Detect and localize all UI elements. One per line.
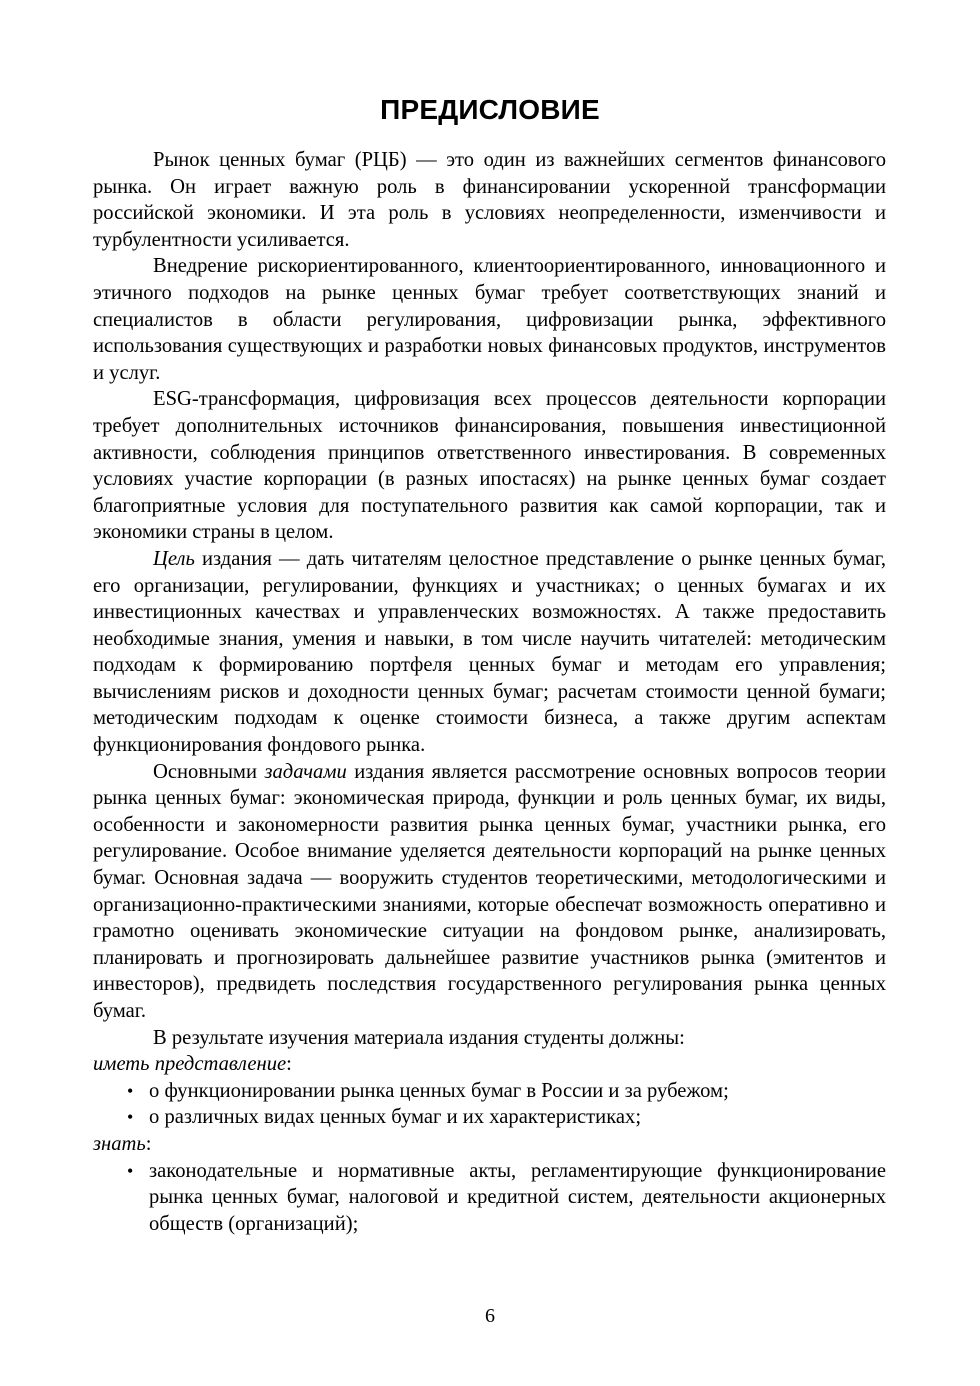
know-label: знать (93, 1132, 146, 1155)
know-list (93, 1158, 886, 1238)
paragraph-tasks (93, 759, 886, 1025)
list-item-text: о функционировании рынка ценных бумаг в России и за рубежом; (149, 1079, 729, 1102)
have-idea-list (93, 1078, 886, 1131)
goal-text: издания — дать читателям целостное представление о рынке ценных бумаг, его организации, регулировании, функциях и участниках; о ценных бумагах и их инвестиционных качествах и управленческих возможностях. А также предоставить необходимые знания, умения и навыки, в том числе научить читателей: методическим подходам к формированию портфеля ценных бумаг и методам его управления; вычислениям рисков и доходности ценных бумаг; расчетам стоимости ценной бумаги; методическим подходам к оценке стоимости бизнеса, а также другим аспектам функционирования фондового рынка. (93, 547, 886, 757)
paragraph-esg: ESG-трансформация, цифровизация всех процессов деятельности корпорации требует дополнительных источников финансирования, повышения инвестиционной активности, соблюдения принципов ответственного инвестирования. В современных условиях участие корпорации (в разных ипостасях) на рынке ценных бумаг создает благоприятные условия для поступательного развития как самой корпорации, так и экономики страны в целом. (93, 388, 886, 544)
list-item (127, 1104, 886, 1131)
bullet-icon: • (127, 1080, 134, 1101)
list-item (127, 1078, 886, 1105)
paragraph-approaches: Внедрение рискориентированного, клиентоориентированного, инновационного и этичного подходов на рынке ценных бумаг требует соответствующих знаний и специалистов в области регулирования, цифровизации рынка, эффективного использования существующих и разработки новых финансовых продуктов, инструментов и услуг. (93, 255, 886, 384)
page-body (93, 147, 886, 1237)
have-idea-colon: : (286, 1053, 292, 1076)
tasks-lead: Основными (153, 760, 265, 783)
page-title: ПРЕДИСЛОВИЕ (380, 94, 600, 125)
paragraph-goal (93, 546, 886, 759)
paragraph-intro: Рынок ценных бумаг (РЦБ) — это один из важнейших сегментов финансового рынка. Он играет важную роль в финансировании ускоренной трансформации российской экономики. И эта роль в условиях неопределенности, изменчивости и турбулентности усиливается. (93, 149, 886, 251)
page-number: 6 (485, 1305, 495, 1327)
bullet-icon: • (127, 1160, 134, 1181)
paragraph-results: В результате изучения материала издания студенты должны: (153, 1026, 685, 1049)
list-item-text: законодательные и нормативные акты, регламентирующие функционирование рынка ценных бумаг, налоговой и кредитной систем, деятельности акционерных обществ (организаций); (149, 1159, 886, 1235)
section-label-have-idea (93, 1051, 886, 1078)
list-item-text: о различных видах ценных бумаг и их характеристиках; (149, 1106, 642, 1129)
have-idea-label: иметь представление (93, 1053, 287, 1076)
tasks-emphasis: задачами (264, 760, 347, 783)
know-colon: : (145, 1132, 152, 1155)
bullet-icon: • (127, 1107, 134, 1128)
goal-emphasis: Цель (153, 547, 195, 570)
section-label-know (93, 1131, 886, 1158)
tasks-text: издания является рассмотрение основных вопросов теории рынка ценных бумаг: экономическая природа, функции и роль ценных бумаг, их виды, особенности и закономерности развития рынка ценных бумаг, участники рынка, его регулирование. Особое внимание уделяется деятельности корпораций на рынке ценных бумаг. Основная задача — вооружить студентов теоретическими, методологическими и организационно-практическими знаниями, которые обеспечат возможность оперативно и грамотно оценивать экономические ситуации на фондовом рынке, анализировать, планировать и прогнозировать дальнейшее развитие участников рынка (эмитентов и инвесторов), предвидеть последствия государственного регулирования рынка ценных бумаг. (93, 760, 886, 1022)
list-item (127, 1158, 886, 1238)
